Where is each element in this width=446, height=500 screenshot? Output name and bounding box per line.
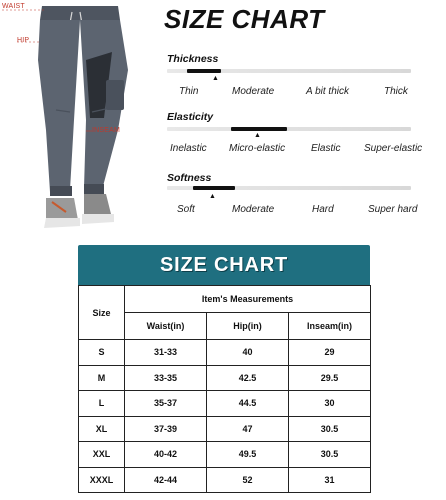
elasticity-option-inelastic: Inelastic [170, 143, 207, 154]
table-row [79, 467, 371, 493]
waist-cell: 40-42 [125, 442, 207, 468]
pants-illustration [0, 0, 160, 240]
size-table-title: SIZE CHART [160, 253, 288, 276]
size-cell: M [79, 365, 125, 391]
softness-marker-icon: ▲ [209, 193, 216, 200]
inseam-column-header: Inseam(in) [289, 313, 371, 340]
thickness-option-thick: Thick [384, 86, 408, 97]
elasticity-marker-icon: ▲ [254, 132, 261, 139]
thickness-scale-bar [167, 69, 411, 73]
size-cell: XXL [79, 442, 125, 468]
size-table-grid [78, 285, 371, 493]
softness-scale-bar [167, 186, 411, 190]
size-table-header [78, 245, 370, 285]
elasticity-option-micro-elastic: Micro-elastic [229, 143, 286, 154]
inseam-cell: 29 [289, 340, 371, 366]
size-column-header: Size [79, 286, 125, 340]
elasticity-option-elastic: Elastic [311, 143, 341, 154]
waist-cell: 37-39 [125, 416, 207, 442]
thickness-option-thin: Thin [179, 86, 199, 97]
thickness-option-moderate: Moderate [232, 86, 275, 97]
thickness-option-a-bit-thick: A bit thick [306, 86, 349, 97]
size-table [78, 245, 370, 493]
softness-option-soft: Soft [177, 204, 195, 215]
hip-measure-label: HIP [17, 37, 30, 44]
table-row [79, 391, 371, 417]
thickness-title: Thickness [167, 53, 219, 65]
softness-level-mark [193, 186, 235, 190]
size-cell: S [79, 340, 125, 366]
measurements-header: Item's Measurements [125, 286, 371, 313]
hip-cell: 42.5 [207, 365, 289, 391]
elasticity-option-super-elastic: Super-elastic [364, 143, 423, 154]
inseam-cell: 30.5 [289, 416, 371, 442]
hip-cell: 52 [207, 467, 289, 493]
inseam-cell: 30 [289, 391, 371, 417]
waist-cell: 35-37 [125, 391, 207, 417]
waist-measure-label: WAIST [2, 3, 25, 10]
softness-option-moderate: Moderate [232, 204, 275, 215]
elasticity-title: Elasticity [167, 111, 214, 123]
hip-cell: 40 [207, 340, 289, 366]
thickness-marker-icon: ▲ [212, 75, 219, 82]
elasticity-level-mark [231, 127, 287, 131]
inseam-cell: 31 [289, 467, 371, 493]
size-chart-heading: SIZE CHART [164, 4, 325, 34]
waist-cell: 42-44 [125, 467, 207, 493]
table-row [79, 416, 371, 442]
softness-option-super-hard: Super hard [368, 204, 418, 215]
softness-title: Softness [167, 172, 212, 184]
elasticity-scale-bar [167, 127, 411, 131]
size-cell: XL [79, 416, 125, 442]
table-row [79, 442, 371, 468]
inseam-measure-label: INSEAM [92, 127, 121, 134]
hip-cell: 44.5 [207, 391, 289, 417]
table-row [79, 365, 371, 391]
waist-column-header: Waist(in) [125, 313, 207, 340]
hip-cell: 47 [207, 416, 289, 442]
waist-cell: 31-33 [125, 340, 207, 366]
inseam-cell: 29.5 [289, 365, 371, 391]
softness-option-hard: Hard [312, 204, 334, 215]
product-image [0, 0, 160, 240]
size-cell: L [79, 391, 125, 417]
hip-column-header: Hip(in) [207, 313, 289, 340]
hip-cell: 49.5 [207, 442, 289, 468]
waist-cell: 33-35 [125, 365, 207, 391]
table-row [79, 340, 371, 366]
size-cell: XXXL [79, 467, 125, 493]
inseam-cell: 30.5 [289, 442, 371, 468]
thickness-level-mark [187, 69, 221, 73]
